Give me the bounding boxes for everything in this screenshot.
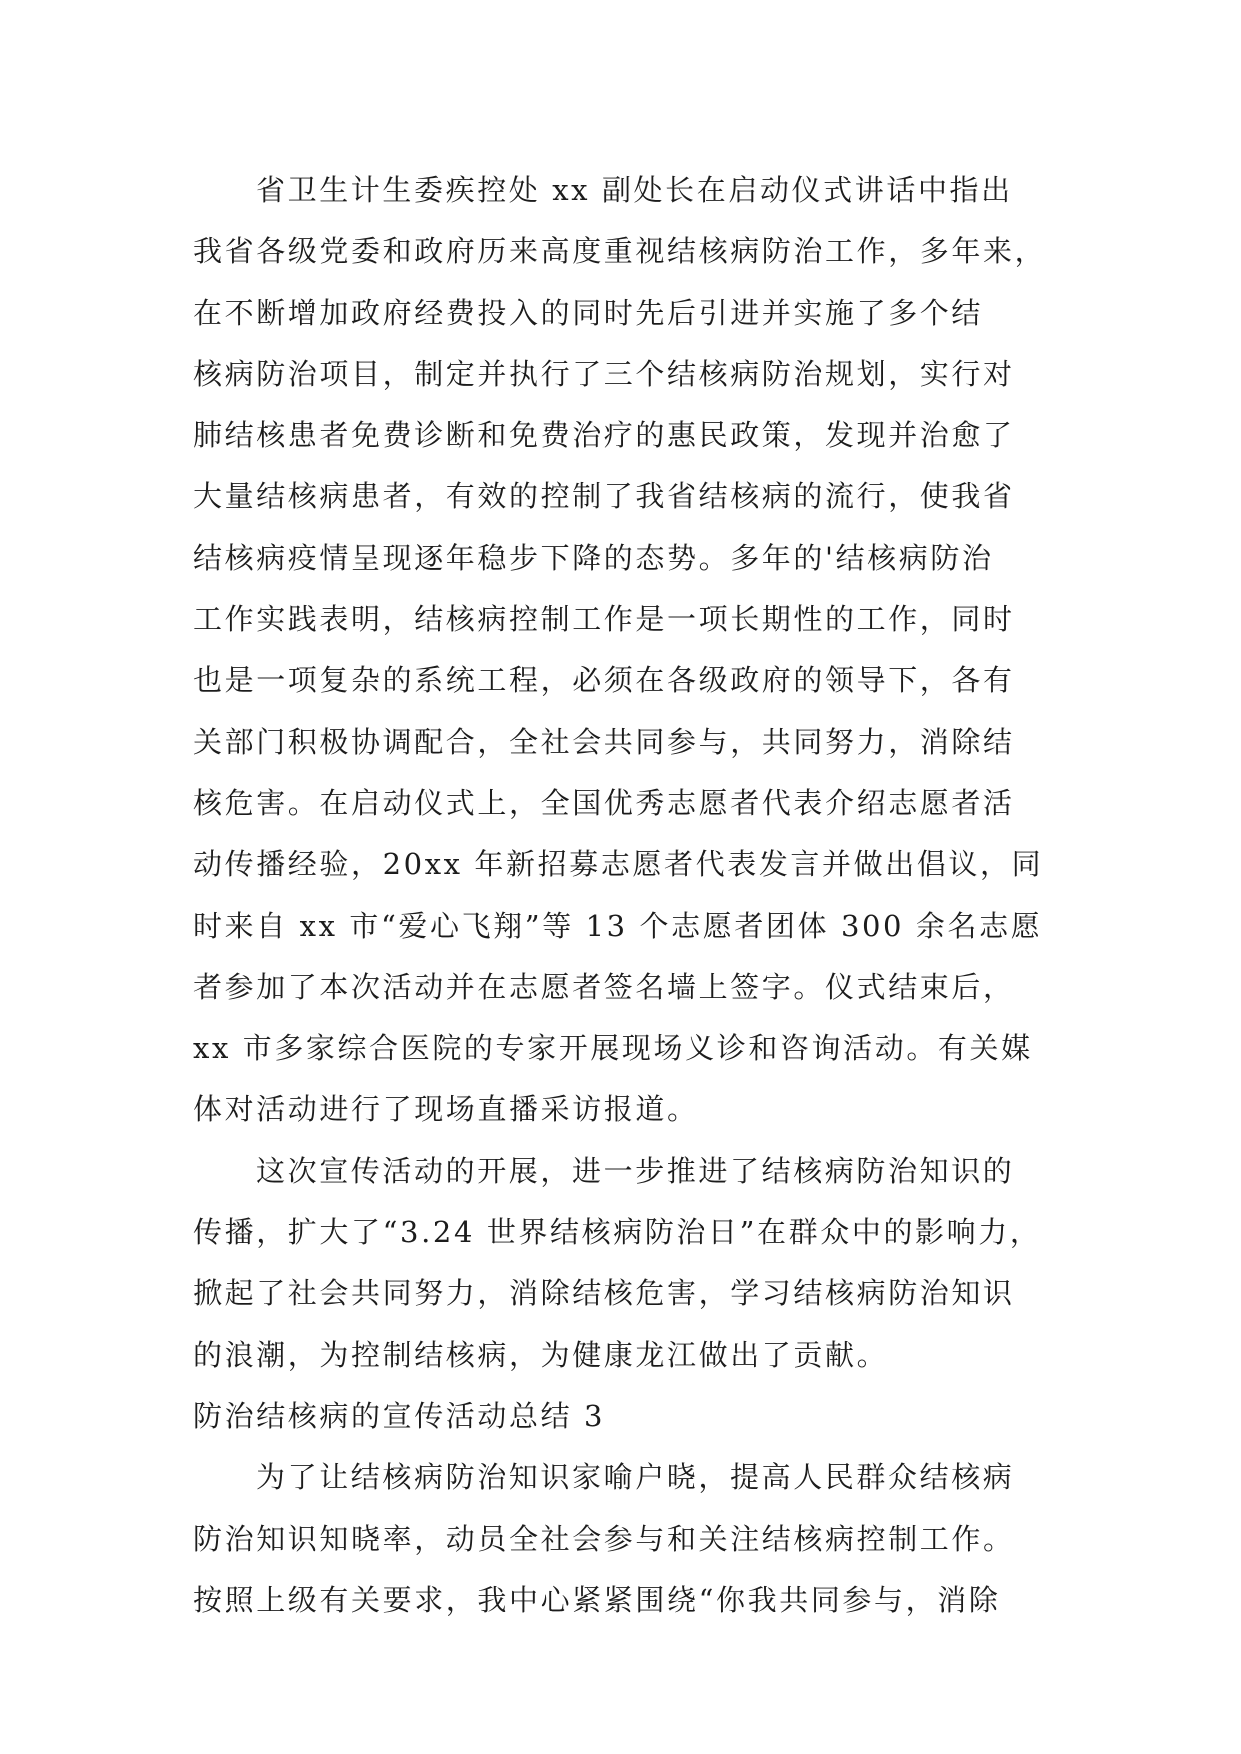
text-line: 在不断增加政府经费投入的同时先后引进并实施了多个结 — [193, 295, 984, 330]
text-line: 核危害。在启动仪式上，全国优秀志愿者代表介绍志愿者活 — [193, 785, 1015, 820]
text-line: 也是一项复杂的系统工程，必须在各级政府的领导下，各有 — [193, 663, 1015, 698]
section-heading: 防治结核病的宣传活动总结 3 — [193, 1398, 606, 1433]
text-line: 动传播经验，20xx 年新招募志愿者代表发言并做出倡议，同 — [193, 847, 1044, 882]
text-line: 关部门积极协调配合，全社会共同参与，共同努力，消除结 — [193, 724, 1015, 759]
text-line: 核病防治项目，制定并执行了三个结核病防治规划，实行对 — [193, 356, 1015, 391]
text-line: 为了让结核病防治知识家喻户晓，提高人民群众结核病 — [256, 1460, 1015, 1495]
text-line: 防治知识知晓率，动员全社会参与和关注结核病控制工作。 — [193, 1521, 1015, 1556]
text-line: 体对活动进行了现场直播采访报道。 — [193, 1092, 699, 1127]
text-line: 的浪潮，为控制结核病，为健康龙江做出了贡献。 — [193, 1337, 889, 1372]
text-line: 这次宣传活动的开展，进一步推进了结核病防治知识的 — [256, 1153, 1015, 1188]
text-line: 者参加了本次活动并在志愿者签名墙上签字。仪式结束后， — [193, 969, 1015, 1004]
text-line: 传播，扩大了“3.24 世界结核病防治日”在群众中的影响力， — [193, 1215, 1042, 1250]
text-line: xx 市多家综合医院的专家开展现场义诊和咨询活动。有关媒 — [193, 1031, 1033, 1066]
text-line: 结核病疫情呈现逐年稳步下降的态势。多年的'结核病防治 — [193, 540, 994, 575]
text-line: 工作实践表明，结核病控制工作是一项长期性的工作，同时 — [193, 602, 1015, 637]
text-line: 省卫生计生委疾控处 xx 副处长在启动仪式讲话中指出 — [256, 173, 1013, 207]
text-line: 我省各级党委和政府历来高度重视结核病防治工作，多年来， — [193, 234, 1047, 269]
text-line: 大量结核病患者，有效的控制了我省结核病的流行，使我省 — [193, 479, 1015, 514]
document-body — [193, 160, 1063, 1631]
text-line: 肺结核患者免费诊断和免费治疗的惠民政策，发现并治愈了 — [193, 418, 1015, 453]
text-line: 掀起了社会共同努力，消除结核危害，学习结核病防治知识 — [193, 1276, 1015, 1311]
text-line: 按照上级有关要求，我中心紧紧围绕“你我共同参与，消除 — [193, 1582, 1001, 1617]
text-line: 时来自 xx 市“爱心飞翔”等 13 个志愿者团体 300 余名志愿 — [193, 908, 1043, 943]
